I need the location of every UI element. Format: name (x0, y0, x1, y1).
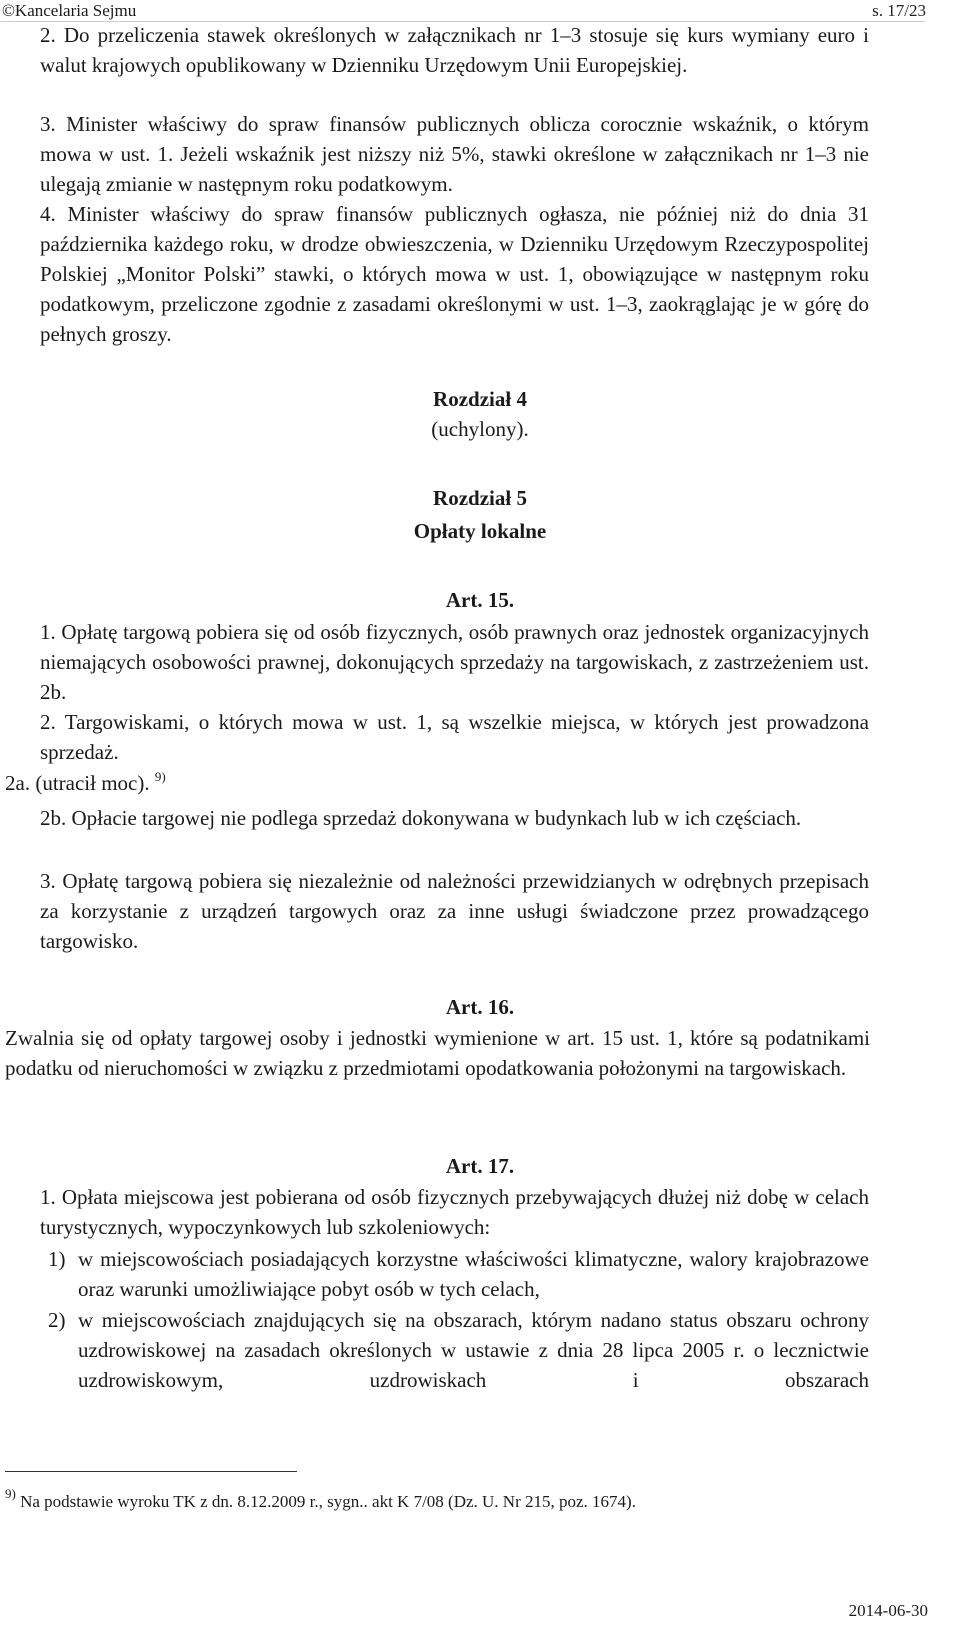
page-number: s. 17/23 (872, 1, 926, 20)
chapter-5-title: Rozdział 5 (433, 486, 527, 510)
art-17-item-2 (48, 1305, 869, 1395)
art-15-par-1: 1. Opłatę targową pobiera się od osób fizycznych, osób prawnych oraz jednostek organizacyjnych niemających osobowości prawnej, dokonujących sprzedaży na targowiskach, z zastrzeżeniem ust. 2b. (40, 620, 869, 704)
footnote-ref: 9) (154, 769, 166, 784)
footnote-number: 9) (5, 1486, 16, 1501)
art-17-item-1 (48, 1244, 869, 1304)
chapter-5-subtitle: Opłaty lokalne (413, 519, 547, 543)
chapter-4-title: Rozdział 4 (433, 387, 527, 411)
header-source: ©Kancelaria Sejmu (2, 1, 137, 20)
item-text: w miejscowościach posiadających korzystne właściwości klimatyczne, walory krajobrazowe oraz warunki umożliwiające pobyt osób w tych celach, (78, 1247, 869, 1301)
footer-date: 2014-06-30 (848, 1601, 928, 1620)
art-15-par-2a-text: 2a. (utracił moc). (5, 771, 150, 795)
item-text: w miejscowościach znajdujących się na obszarach, którym nadano status obszaru ochrony uzdrowiskowej na zasadach określonych w ustawie z dnia 28 lipca 2005 r. o lecznictwie uzdrowiskowym, uzdrowiskach i obszarach (78, 1308, 869, 1392)
art-16-heading: Art. 16. (445, 995, 515, 1019)
paragraph-3: 3. Minister właściwy do spraw finansów publicznych oblicza corocznie wskaźnik, o którym mowa w ust. 1. Jeżeli wskaźnik jest niższy niż 5%, stawki określone w załącznikach nr 1–3 nie ulegają zmianie w następnym roku podatkowym. (40, 112, 869, 196)
art-17-heading: Art. 17. (445, 1154, 515, 1178)
paragraph-4: 4. Minister właściwy do spraw finansów publicznych ogłasza, nie później niż do dnia 31 października każdego roku, w drodze obwieszczenia, w Dzienniku Urzędowym Rzeczypospolitej Polskiej „Monitor Polski” stawki, o których mowa w ust. 1, obowiązujące w następnym roku podatkowym, przeliczone zgodnie z zasadami określonymi w ust. 1–3, zaokrąglając je w górę do pełnych groszy. (40, 202, 869, 346)
art-15-par-2b: 2b. Opłacie targowej nie podlega sprzedaż dokonywana w budynkach lub w ich częściach. (40, 806, 802, 830)
chapter-4-subtitle: (uchylony). (431, 417, 529, 441)
art-15-par-2: 2. Targowiskami, o których mowa w ust. 1, są wszelkie miejsca, w których jest prowadzona sprzedaż. (40, 710, 869, 764)
footnote (5, 1486, 636, 1513)
item-number: 2) (48, 1308, 66, 1332)
art-16-text: Zwalnia się od opłaty targowej osoby i jednostki wymienione w art. 15 ust. 1, które są podatnikami podatku od nieruchomości w związku z przedmiotami opodatkowania położonymi na targowiskach. (5, 1026, 870, 1080)
art-15-par-3: 3. Opłatę targową pobiera się niezależnie od należności przewidzianych w odrębnych przepisach za korzystanie z urządzeń targowych oraz za inne usługi świadczone przez prowadzącego targowisko. (40, 869, 869, 953)
footnote-rule (5, 1471, 297, 1472)
art-17-par-1: 1. Opłata miejscowa jest pobierana od osób fizycznych przebywających dłużej niż dobę w celach turystycznych, wypoczynkowych lub szkoleniowych: (40, 1185, 869, 1239)
footnote-text: Na podstawie wyroku TK z dn. 8.12.2009 r., sygn.. akt K 7/08 (Dz. U. Nr 215, poz. 1674). (20, 1492, 636, 1511)
item-number: 1) (48, 1247, 66, 1271)
paragraph-2: 2. Do przeliczenia stawek określonych w załącznikach nr 1–3 stosuje się kurs wymiany euro i walut krajowych opublikowany w Dzienniku Urzędowym Unii Europejskiej. (40, 23, 869, 77)
art-15-par-2a (5, 768, 870, 798)
art-15-heading: Art. 15. (445, 588, 515, 612)
